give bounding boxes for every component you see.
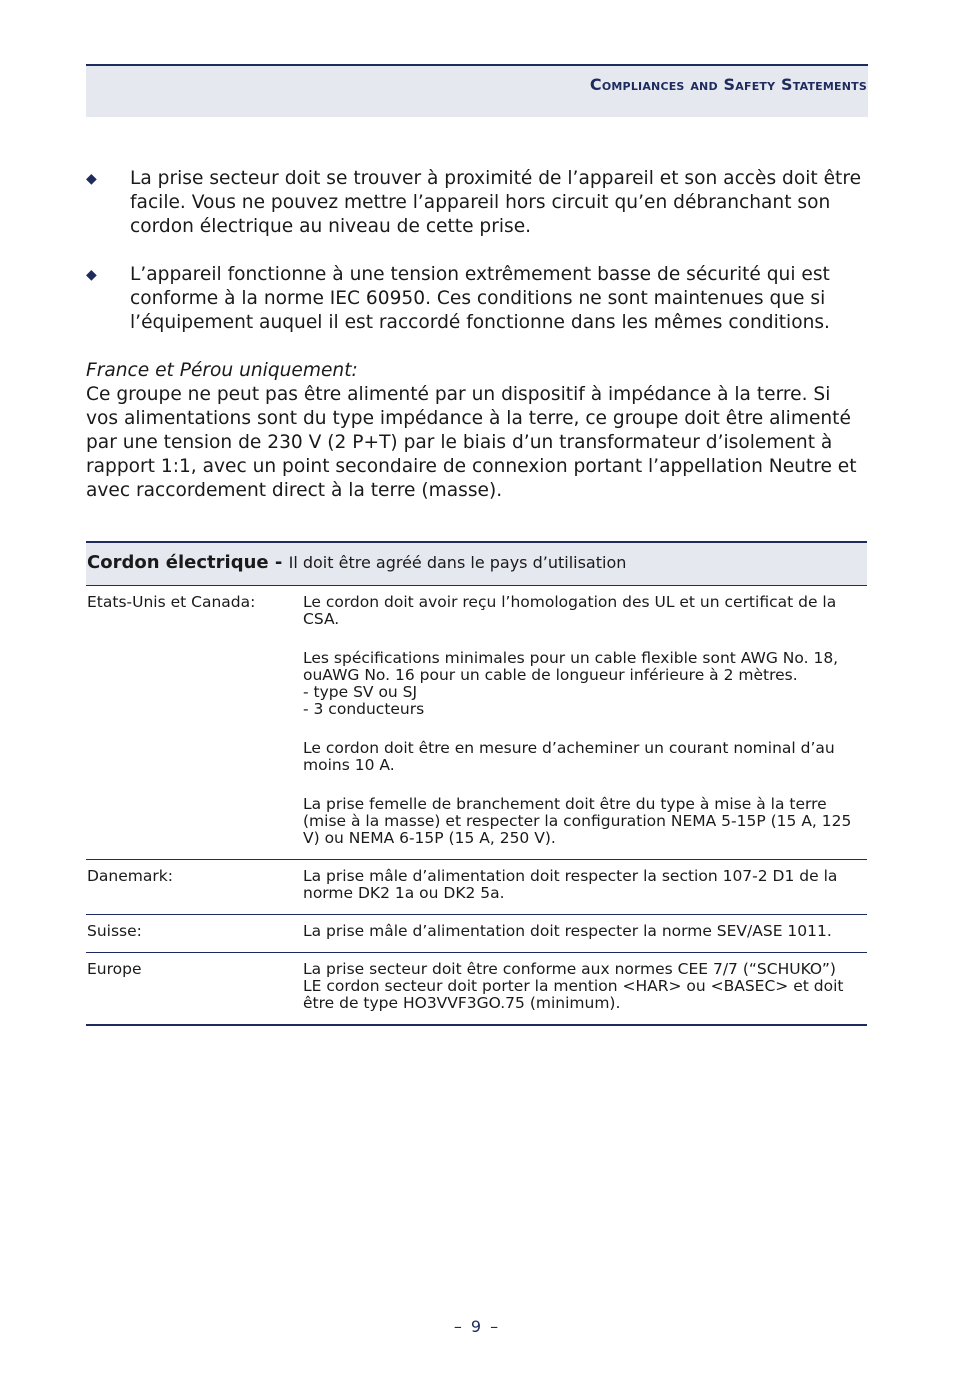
power-cord-table: [86, 541, 867, 1026]
bullet-text: La prise secteur doit se trouver à proximité de l’appareil et son accès doit être facile. Vous ne pouvez mettre l’appareil hors circuit qu’en débranchant son cordon électrique au niveau de cette prise.: [130, 168, 862, 237]
table-row: [86, 586, 867, 860]
bullet-text: L’appareil fonctionne à une tension extrêmement basse de sécurité qui est conforme à la norme IEC 60950. Ces conditions ne sont maintenues que si l’équipement auquel il est raccordé fonctionne dans les mêmes conditions.: [130, 264, 830, 333]
table-row-paragraph: Le cordon doit être en mesure d’acheminer un courant nominal d’au moins 10 A.: [303, 739, 835, 774]
page-header: [86, 64, 868, 117]
table-row-label: Europe: [87, 960, 142, 978]
table-row-paragraph: La prise mâle d’alimentation doit respecter la norme SEV/ASE 1011.: [303, 922, 832, 940]
table-row-label: Danemark:: [87, 867, 173, 885]
diamond-bullet-icon: ◆: [86, 171, 97, 187]
france-peru-text: Ce groupe ne peut pas être alimenté par un dispositif à impédance à la terre. Si vos alimentations sont du type impédance à la terre, ce groupe doit être alimenté par une tension de 230 V (2 P+T) par le biais d’un transformateur d’isolement à rapport 1:1, avec un point secondaire de connexion portant l’appellation Neutre et avec raccordement direct à la terre (masse).: [86, 384, 857, 501]
table-row: [86, 953, 867, 1024]
power-cord-table-heading: [86, 543, 867, 586]
table-row-content: [303, 953, 863, 1024]
table-row-paragraph: Les spécifications minimales pour un cable flexible sont AWG No. 18, ouAWG No. 16 pour un cable de longueur inférieure à 2 mètres. - type SV ou SJ - 3 conducteurs: [303, 649, 839, 718]
table-row-content: [303, 860, 863, 914]
page-number: – 9 –: [453, 1317, 501, 1336]
power-cord-heading-bold: Cordon électrique -: [87, 552, 289, 573]
table-row-label: Suisse:: [87, 922, 142, 940]
table-row-content: [303, 586, 863, 859]
power-cord-table-body: [86, 586, 867, 1024]
table-row-paragraph: Le cordon doit avoir reçu l’homologation des UL et un certificat de la CSA.: [303, 593, 837, 628]
france-peru-title: France et Pérou uniquement:: [86, 360, 358, 381]
table-row-paragraph: La prise secteur doit être conforme aux normes CEE 7/7 (“SCHUKO”) LE cordon secteur doit porter la mention <HAR> ou <BASEC> et doit être de type HO3VVF3GO.75 (minimum).: [303, 960, 844, 1012]
france-peru-section: [86, 359, 868, 503]
table-row-content: [303, 915, 863, 952]
table-row: [86, 860, 867, 915]
diamond-bullet-icon: ◆: [86, 267, 97, 283]
page-header-title: Compliances and Safety Statements: [589, 75, 867, 94]
table-row-paragraph: La prise femelle de branchement doit être du type à mise à la terre (mise à la masse) et respecter la configuration NEMA 5-15P (15 A, 125 V) ou NEMA 6-15P (15 A, 250 V).: [303, 795, 852, 847]
table-row-label: Etats-Unis et Canada:: [87, 593, 256, 611]
table-row-paragraph: La prise mâle d’alimentation doit respecter la section 107-2 D1 de la norme DK2 1a ou DK2 5a.: [303, 867, 838, 902]
table-row: [86, 915, 867, 953]
power-cord-heading-rest: Il doit être agréé dans le pays d’utilisation: [288, 553, 627, 572]
